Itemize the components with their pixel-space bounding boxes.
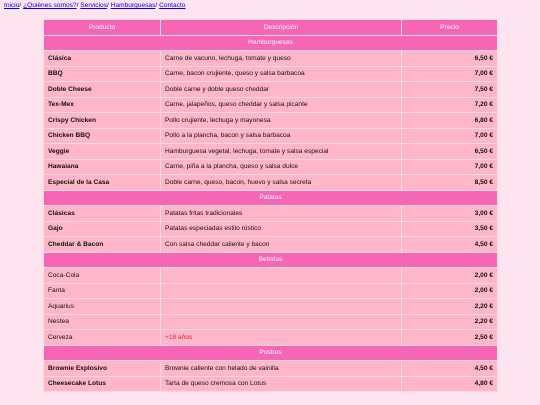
product-name: Veggie xyxy=(44,144,161,160)
product-price: 7,20 € xyxy=(402,97,498,113)
category-title: Postres xyxy=(44,345,498,361)
table-row xyxy=(44,144,498,160)
product-name: Nestea xyxy=(44,314,161,330)
product-name: Cerveza xyxy=(44,330,161,346)
product-name: Cheesecake Lotus xyxy=(44,376,161,392)
nav-separator: / xyxy=(155,2,160,9)
product-name: Tex-Mex xyxy=(44,97,161,113)
table-row xyxy=(44,51,498,67)
product-description: Patatas fritas tradicionales xyxy=(161,206,402,222)
column-header-description: Descripción xyxy=(161,20,402,36)
column-header-product: Producto xyxy=(44,20,161,36)
product-price: 8,50 € xyxy=(402,175,498,191)
breadcrumb-nav xyxy=(4,2,185,9)
table-row xyxy=(44,283,498,299)
product-price: 7,00 € xyxy=(402,159,498,175)
product-description: Brownie caliente con helado de vainilla xyxy=(161,361,402,377)
table-row xyxy=(44,97,498,113)
product-note: +18 años xyxy=(161,330,402,346)
column-header-price: Precio xyxy=(402,20,498,36)
table-header-row xyxy=(44,20,498,36)
product-description xyxy=(161,283,402,299)
table-row xyxy=(44,330,498,346)
product-description xyxy=(161,299,402,315)
nav-link-servicios[interactable]: Servicios xyxy=(80,2,108,9)
product-description: Con salsa cheddar caliente y bacon xyxy=(161,237,402,253)
product-name: BBQ xyxy=(44,66,161,82)
product-name: Doble Cheese xyxy=(44,82,161,98)
product-price: 3,00 € xyxy=(402,206,498,222)
nav-link-hamburguesas[interactable]: Hamburguesas xyxy=(110,2,156,9)
table-row xyxy=(44,376,498,392)
table-row xyxy=(44,82,498,98)
product-description: Tarta de queso cremosa con Lotus xyxy=(161,376,402,392)
product-name: Chicken BBQ xyxy=(44,128,161,144)
product-price: 2,00 € xyxy=(402,268,498,284)
product-name: Coca-Cola xyxy=(44,268,161,284)
table-row xyxy=(44,361,498,377)
table-row xyxy=(44,314,498,330)
product-price: 3,50 € xyxy=(402,221,498,237)
product-description xyxy=(161,314,402,330)
product-description: Doble carne y doble queso cheddar xyxy=(161,82,402,98)
product-price: 4,80 € xyxy=(402,376,498,392)
category-row xyxy=(44,252,498,268)
product-description: Carne, piña a la plancha, queso y salsa dulce xyxy=(161,159,402,175)
menu-table xyxy=(43,19,498,392)
nav-separator: / xyxy=(107,2,111,9)
product-price: 2,50 € xyxy=(402,330,498,346)
category-title: Bebidas xyxy=(44,252,498,268)
product-name: Gajo xyxy=(44,221,161,237)
menu-table-body xyxy=(44,35,498,392)
product-price: 2,00 € xyxy=(402,283,498,299)
product-name: Especial de la Casa xyxy=(44,175,161,191)
product-name: Clásicas xyxy=(44,206,161,222)
product-description: Pollo a la plancha, bacon y salsa barbacoa xyxy=(161,128,402,144)
product-description: Hamburguesa vegetal, lechuga, tomate y salsa especial xyxy=(161,144,402,160)
product-description: Pollo crujiente, lechuga y mayonesa xyxy=(161,113,402,129)
product-description: Patatas especiadas estilo rústico xyxy=(161,221,402,237)
product-name: Hawaiana xyxy=(44,159,161,175)
table-row xyxy=(44,221,498,237)
nav-link-contacto[interactable]: Contacto xyxy=(159,2,186,9)
product-price: 4,50 € xyxy=(402,237,498,253)
product-description: Doble carne, queso, bacon, huevo y salsa secreta xyxy=(161,175,402,191)
table-row xyxy=(44,159,498,175)
product-description: Carne, bacon crujiente, queso y salsa barbacoa xyxy=(161,66,402,82)
product-price: 7,00 € xyxy=(402,66,498,82)
product-name: Cheddar & Bacon xyxy=(44,237,161,253)
product-price: 6,80 € xyxy=(402,113,498,129)
product-description: Carne, jalapeños, queso cheddar y salsa picante xyxy=(161,97,402,113)
table-row xyxy=(44,237,498,253)
category-row xyxy=(44,345,498,361)
nav-separator: / xyxy=(76,2,81,9)
category-row xyxy=(44,35,498,51)
product-description xyxy=(161,268,402,284)
table-row xyxy=(44,66,498,82)
product-price: 6,50 € xyxy=(402,144,498,160)
table-row xyxy=(44,299,498,315)
category-title: Patatas xyxy=(44,190,498,206)
product-description: Carne de vacuno, lechuga, tomate y queso xyxy=(161,51,402,67)
nav-link-inicio[interactable]: Inicio xyxy=(4,2,20,9)
product-price: 7,00 € xyxy=(402,128,498,144)
nav-link-quienes-somos[interactable]: ¿Quiénes somos? xyxy=(23,2,77,9)
category-title: Hamburguesas xyxy=(44,35,498,51)
category-row xyxy=(44,190,498,206)
table-row xyxy=(44,113,498,129)
table-row xyxy=(44,175,498,191)
product-price: 7,50 € xyxy=(402,82,498,98)
product-name: Aquarius xyxy=(44,299,161,315)
product-name: Fanta xyxy=(44,283,161,299)
product-price: 4,50 € xyxy=(402,361,498,377)
table-row xyxy=(44,128,498,144)
product-price: 6,50 € xyxy=(402,51,498,67)
product-price: 2,20 € xyxy=(402,314,498,330)
product-name: Brownie Explosivo xyxy=(44,361,161,377)
product-price: 2,20 € xyxy=(402,299,498,315)
product-name: Crispy Chicken xyxy=(44,113,161,129)
table-row xyxy=(44,268,498,284)
table-row xyxy=(44,206,498,222)
nav-separator: / xyxy=(19,2,24,9)
product-name: Clásica xyxy=(44,51,161,67)
